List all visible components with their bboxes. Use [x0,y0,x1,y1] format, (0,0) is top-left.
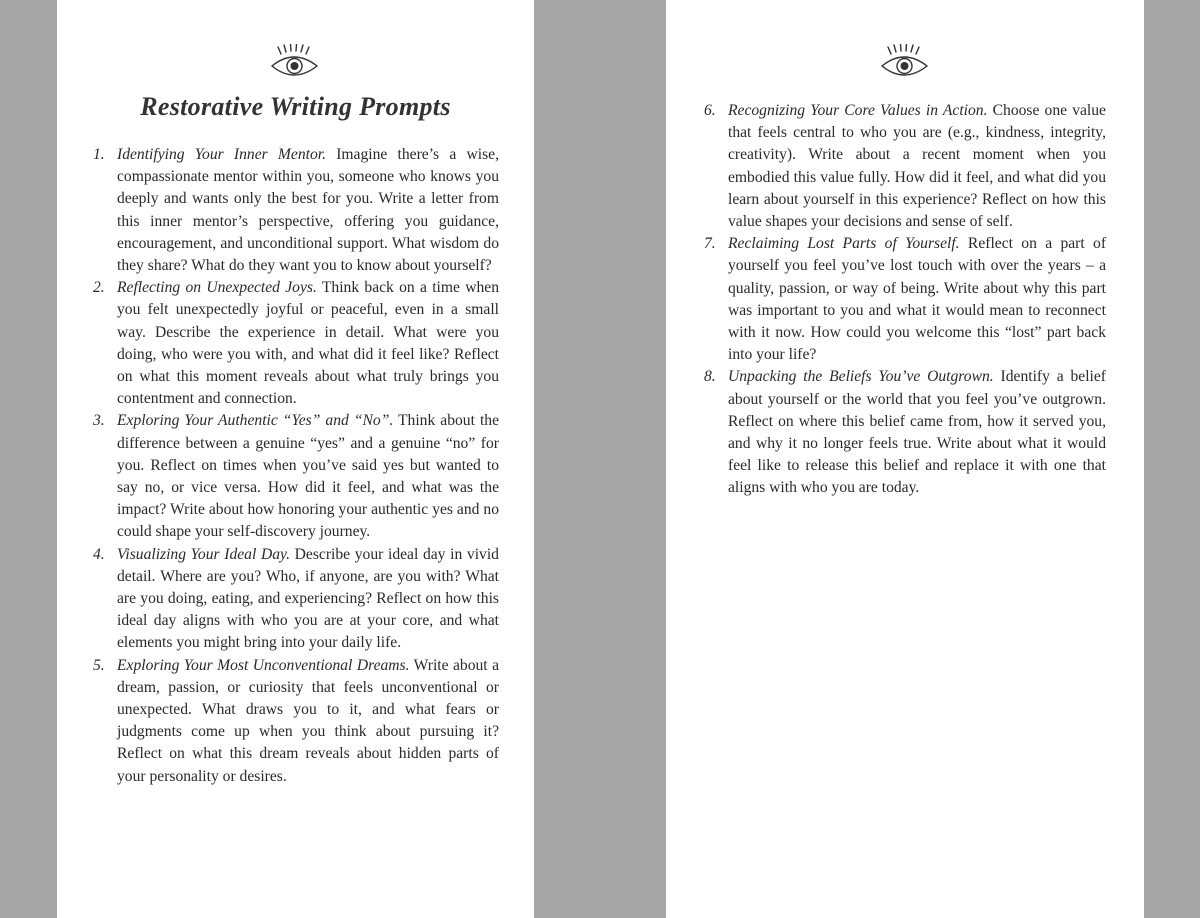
prompt-item [704,233,1106,366]
prompt-number: 7. [704,235,716,253]
prompt-number: 2. [93,279,105,297]
prompt-number: 1. [93,146,105,163]
prompt-item [704,366,1106,499]
prompt-title: Recognizing Your Core Values in Action. [728,102,988,119]
prompt-body: Imagine there’s a wise, compassionate mentor within you, someone who knows you deeply and wants only the best for you. Write a letter from this inner mentor’s perspective, offering you guidance, encouragement, and unconditional support. What wisdom do they share? What do they want you to know about yourself? [117,146,499,275]
prompt-item [93,277,499,410]
left-page [57,0,534,918]
prompt-title: Reflecting on Unexpected Joys. [117,279,317,297]
prompt-number: 6. [704,102,716,119]
prompt-body: Identify a belief about yourself or the world that you feel you’ve outgrown. Reflect on where this belief came from, how it served you, and why it no longer feels true. Write about what it would feel like to release this belief and replace it with one that aligns with who you are today. [728,368,1106,497]
prompt-item [704,100,1106,233]
prompt-title: Unpacking the Beliefs You’ve Outgrown. [728,368,994,386]
prompt-body: Think back on a time when you felt unexpectedly joyful or peaceful, even in a small way. Describe the experience in detail. What were you doing, who were you with, and what did it feel like? Reflect on what this moment reveals about what truly brings you contentment and connection. [117,279,499,408]
prompt-list [704,100,1106,500]
prompt-title: Reclaiming Lost Parts of Yourself. [728,235,960,253]
prompt-title: Visualizing Your Ideal Day. [117,545,290,563]
prompt-number: 4. [93,545,105,563]
prompt-title: Identifying Your Inner Mentor. [117,146,326,163]
prompt-body: Choose one value that feels central to who you are (e.g., kindness, integrity, creativity). Write about a recent moment when you embodied this value fully. How did it feel, and what did you learn about yourself in this experience? Reflect on how this value shapes your decisions and sense of self. [728,102,1106,231]
prompt-title: Exploring Your Most Unconventional Dreams. [117,656,410,674]
prompt-body: Reflect on a part of yourself you feel you’ve lost touch with over the years – a quality, passion, or way of being. Write about why this part was important to you and what it would mean to reconnect with it now. How could you welcome this “lost” part back into your life? [728,235,1107,364]
prompt-item [93,410,499,543]
right-page [666,0,1144,918]
prompt-list [93,144,499,788]
prompt-item [93,544,499,655]
prompt-body: Write about a dream, passion, or curiosity that feels unconventional or unexpected. What draws you to it, and what fears or judgments come up when you think about pursuing it? Reflect on what this dream reveals about hidden parts of your personality or desires. [117,656,499,785]
prompt-item [93,144,499,277]
prompt-body: Describe your ideal day in vivid detail. Where are you? Who, if anyone, are you with? What are you doing, eating, and experiencing? Reflect on how this ideal day aligns with who you are at your core, and what elements you might bring into your daily life. [117,545,499,652]
prompt-body: Think about the difference between a genuine “yes” and a genuine “no” for you. Reflect on times when you’ve said yes but wanted to say no, or vice versa. How did it feel, and what was the impact? Write about how honoring your authentic yes and no could shape your self-discovery journey. [117,412,499,541]
prompt-item [93,655,499,788]
eye-icon [267,44,323,85]
eye-icon [877,44,933,85]
prompt-title: Exploring Your Authentic “Yes” and “No”. [117,412,394,430]
prompt-number: 5. [93,656,105,674]
page-title: Restorative Writing Prompts [140,92,451,121]
prompt-number: 3. [93,412,105,430]
prompt-number: 8. [704,368,716,386]
